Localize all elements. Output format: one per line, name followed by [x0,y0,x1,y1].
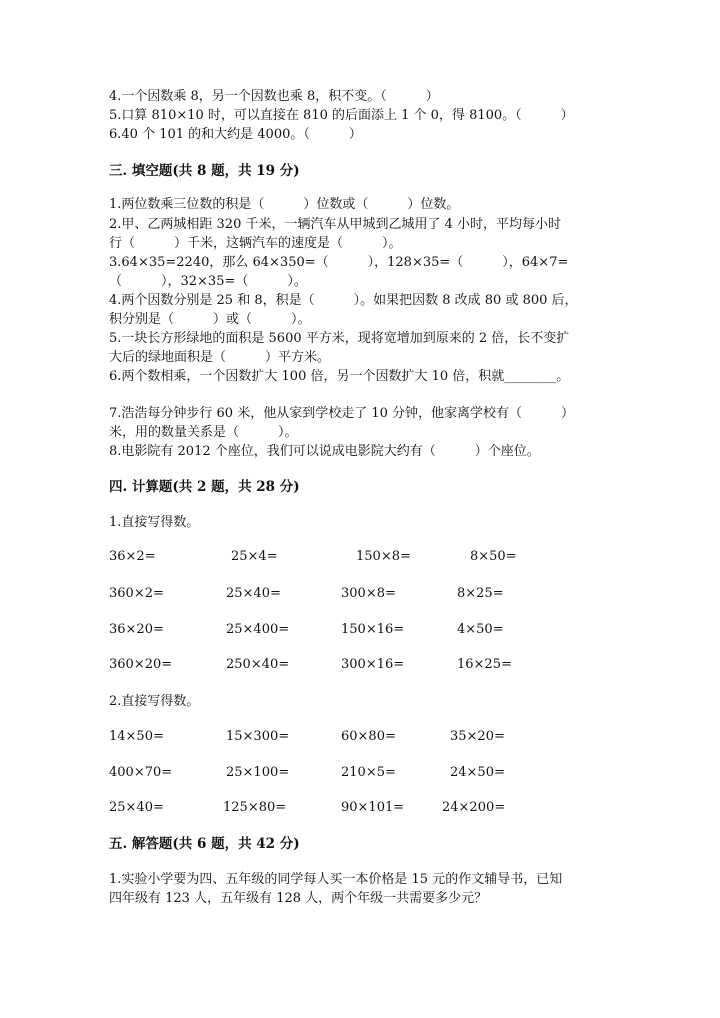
calc-q2-cell: 14×50= [109,729,164,744]
judge-item-4: 4.一个因数乘 8，另一个因数也乘 8，积不变。（ ） [109,89,439,104]
fill-item-3-line-2: （ ），32×35=（ ）。 [109,274,307,289]
calc-q2-cell: 210×5= [341,765,396,780]
fill-item-5-line-1: 5.一块长方形绿地的面积是 5600 平方米，现将宽增加到原来的 2 倍，长不变扩 [109,331,570,346]
calc-q2-cell: 60×80= [341,729,396,744]
calc-q1-cell: 36×20= [109,622,164,637]
calc-q2-cell: 25×100= [226,765,290,780]
fill-item-1: 1.两位数乘三位数的积是（ ）位数或（ ）位数。 [109,197,460,212]
calc-q1-cell: 250×40= [226,657,290,672]
calc-q1-cell: 300×8= [341,586,396,601]
calc-q1-cell: 8×50= [470,549,517,564]
calc-q1-cell: 150×16= [341,622,405,637]
section-4-title: 四. 计算题(共 2 题，共 28 分) [109,479,300,495]
fill-item-6: 6.两个数相乘，一个因数扩大 100 倍，另一个因数扩大 10 倍，积就________。 [109,369,570,384]
calc-q1-cell: 8×25= [457,586,504,601]
calc-q1-cell: 25×4= [231,549,278,564]
section-3-title: 三. 填空题(共 8 题，共 19 分) [109,163,300,179]
calc-q1-cell: 16×25= [457,657,512,672]
calc-q2-cell: 24×50= [450,765,505,780]
calc-q2-cell: 400×70= [109,765,173,780]
calc-q2-cell: 35×20= [450,729,505,744]
solve-item-1-line-2: 四年级有 123 人，五年级有 128 人，两个年级一共需要多少元？ [109,891,488,906]
solve-item-1-line-1: 1.实验小学要为四、五年级的同学每人买一本价格是 15 元的作文辅导书，已知 [109,872,563,887]
calc-q2-cell: 90×101= [341,800,405,815]
judge-item-6: 6.40 个 101 的和大约是 4000。（ ） [109,127,362,142]
calc-q1-cell: 25×40= [226,586,281,601]
calc-q1-cell: 360×20= [109,657,173,672]
fill-item-8: 8.电影院有 2012 个座位，我们可以说成电影院大约有（ ）个座位。 [109,444,540,459]
calc-q1-cell: 150×8= [356,549,411,564]
fill-item-3-line-1: 3.64×35=2240，那么 64×350=（ ），128×35=（ ），64×7= [109,255,569,270]
calc-q2-cell: 25×40= [109,800,164,815]
calc-q2-label: 2.直接写得数。 [109,694,200,709]
calc-q1-cell: 25×400= [226,622,290,637]
judge-item-5: 5.口算 810×10 时，可以直接在 810 的后面添上 1 个 0，得 8100。（ ） [109,108,574,123]
section-5-title: 五. 解答题(共 6 题，共 42 分) [109,836,300,852]
fill-item-4-line-2: 积分别是（ ）或（ ）。 [109,312,311,327]
fill-item-5-line-2: 大后的绿地面积是（ ）平方米。 [109,350,331,365]
calc-q2-cell: 125×80= [223,800,287,815]
calc-q1-cell: 36×2= [109,549,156,564]
calc-q1-cell: 360×2= [109,586,164,601]
calc-q1-label: 1.直接写得数。 [109,515,200,530]
fill-item-7-line-2: 米，用的数量关系是（ ）。 [109,425,298,440]
fill-item-2-line-1: 2.甲、乙两城相距 320 千米，一辆汽车从甲城到乙城用了 4 小时，平均每小时 [109,217,562,232]
fill-item-7-line-1: 7.浩浩每分钟步行 60 米，他从家到学校走了 10 分钟，他家离学校有（ ） [109,406,575,421]
fill-item-2-line-2: 行（ ）千米，这辆汽车的速度是（ ）。 [109,236,402,251]
calc-q1-cell: 4×50= [457,622,504,637]
fill-item-4-line-1: 4.两个因数分别是 25 和 8，积是（ ）。如果把因数 8 改成 80 或 800 后， [109,293,578,308]
calc-q2-cell: 24×200= [442,800,506,815]
calc-q1-cell: 300×16= [341,657,405,672]
calc-q2-cell: 15×300= [226,729,290,744]
